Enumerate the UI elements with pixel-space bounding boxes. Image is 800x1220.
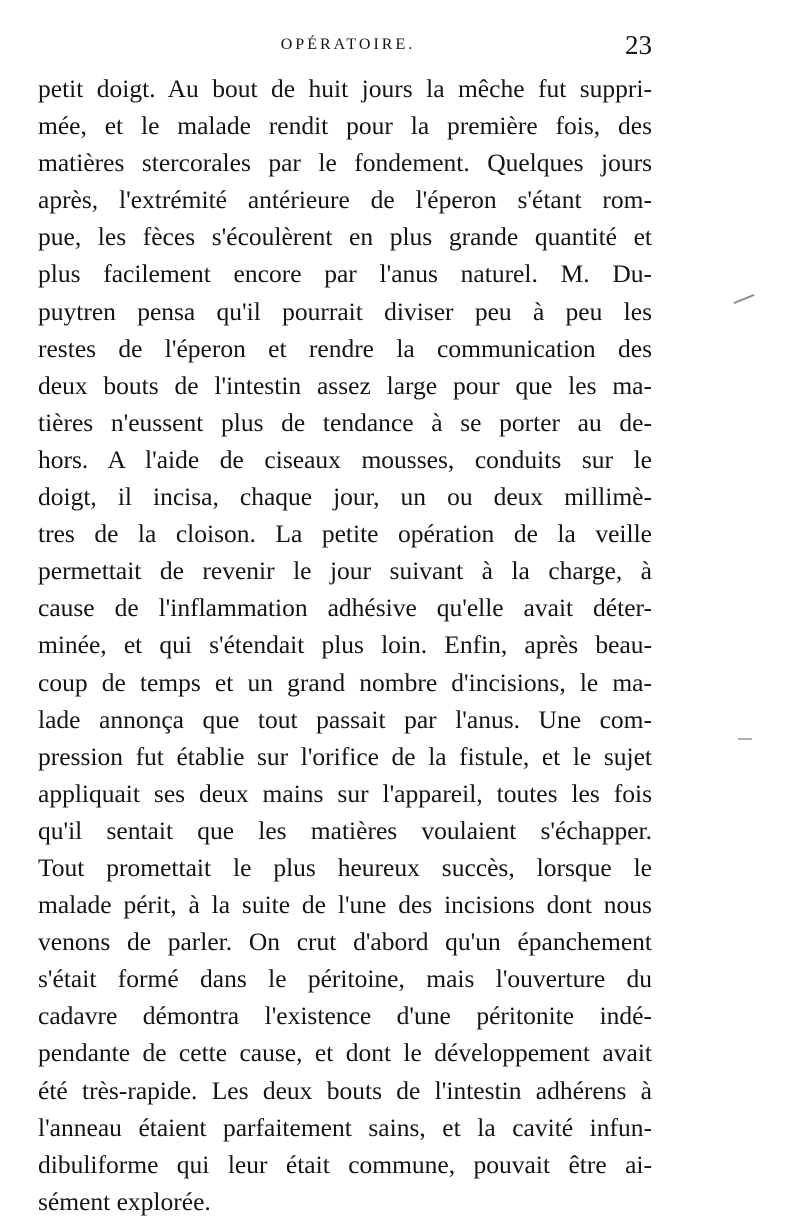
text-line: petit doigt. Au bout de huit jours la mêche fut suppri-	[38, 74, 652, 103]
text-line: qu'il sentait que les matières voulaient s'échapper.	[38, 815, 652, 845]
text-line-last: sément explorée.	[38, 1186, 211, 1216]
text-line: hors. A l'aide de ciseaux mousses, conduits sur le	[38, 444, 652, 474]
text-line: tres de la cloison. La petite opération de la veille	[38, 519, 652, 549]
text-line: pue, les fèces s'écoulèrent en plus grande quantité et	[38, 222, 652, 252]
text-line: cause de l'inflammation adhésive qu'elle avait déter-	[38, 593, 652, 623]
text-line: après, l'extrémité antérieure de l'éperon s'étant rom-	[38, 185, 652, 215]
text-line: restes de l'éperon et rendre la communication des	[38, 333, 652, 363]
page-number: 23	[625, 30, 652, 60]
text-line: s'était formé dans le péritoine, mais l'ouverture du	[38, 964, 652, 994]
text-line: puytren pensa qu'il pourrait diviser peu à peu les	[38, 296, 652, 326]
text-line: appliquait ses deux mains sur l'appareil, toutes les fois	[38, 778, 652, 808]
text-line: minée, et qui s'étendait plus loin. Enfin, après beau-	[38, 630, 652, 660]
body-text	[38, 70, 652, 1220]
running-head: OPÉRATOIRE.	[280, 36, 416, 53]
text-line: coup de temps et un grand nombre d'incisions, le ma-	[38, 667, 652, 697]
text-line: venons de parler. On crut d'abord qu'un épanchement	[38, 927, 652, 957]
text-line: lade annonça que tout passait par l'anus. Une com-	[38, 704, 652, 734]
text-line: deux bouts de l'intestin assez large pour que les ma-	[38, 370, 652, 400]
text-line: plus facilement encore par l'anus naturel. M. Du-	[38, 259, 652, 289]
text-line: été très-rapide. Les deux bouts de l'intestin adhérens à	[38, 1075, 652, 1105]
margin-dash-mark	[733, 294, 754, 304]
text-line: dibuliforme qui leur était commune, pouvait être ai-	[38, 1149, 652, 1179]
text-line: permettait de revenir le jour suivant à la charge, à	[38, 556, 652, 586]
text-line: pression fut établie sur l'orifice de la fistule, et le sujet	[38, 741, 652, 771]
text-line: mée, et le malade rendit pour la première fois, des	[38, 111, 652, 141]
text-line: doigt, il incisa, chaque jour, un ou deux millimè-	[38, 482, 652, 512]
text-line: cadavre démontra l'existence d'une péritonite indé-	[38, 1001, 652, 1031]
text-line: malade périt, à la suite de l'une des incisions dont nous	[38, 890, 652, 920]
text-line: matières stercorales par le fondement. Quelques jours	[38, 148, 652, 178]
text-line: tières n'eussent plus de tendance à se porter au de-	[38, 407, 652, 437]
text-line: l'anneau étaient parfaitement sains, et la cavité infun-	[38, 1112, 652, 1142]
text-line: pendante de cette cause, et dont le développement avait	[38, 1038, 652, 1068]
text-line: Tout promettait le plus heureux succès, lorsque le	[38, 852, 652, 882]
margin-dash-mark	[738, 738, 752, 740]
bleed-through-artifact	[250, 1146, 660, 1166]
page-header	[38, 30, 658, 64]
